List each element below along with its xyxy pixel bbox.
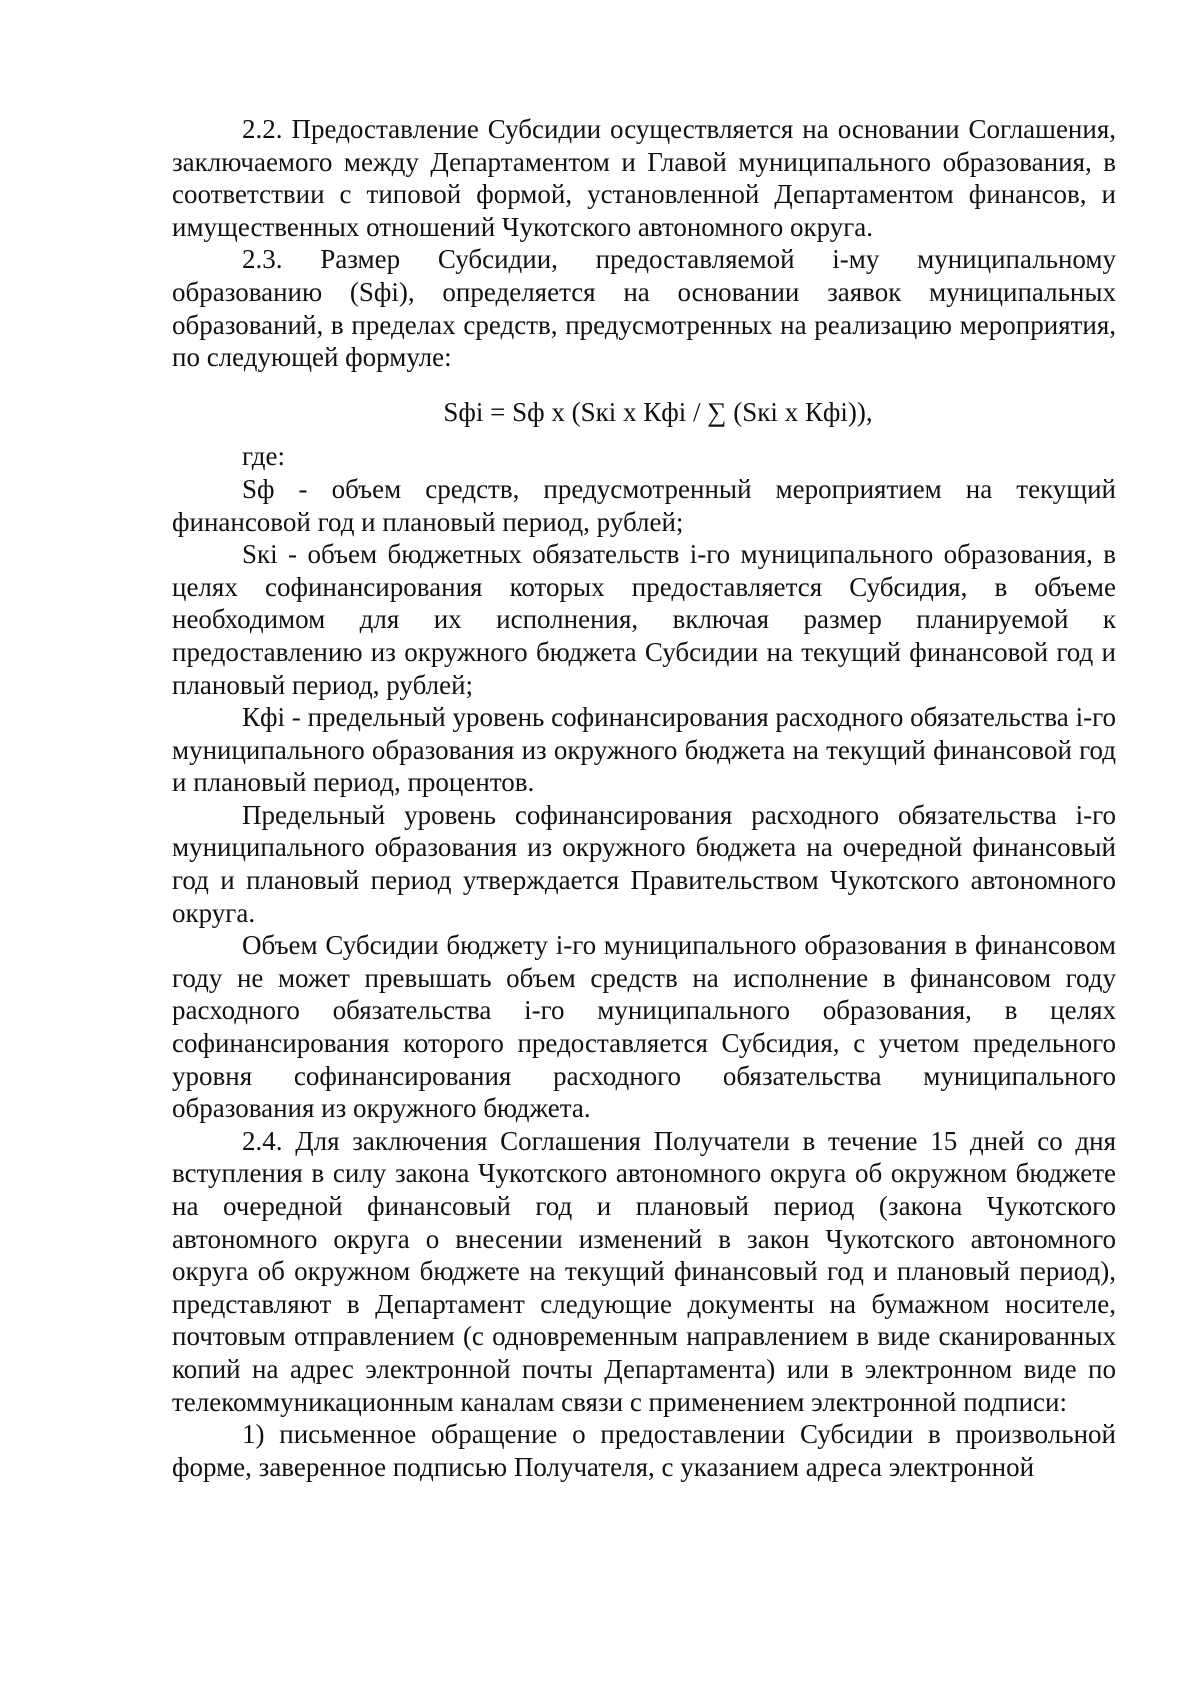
subsidy-formula: Sфi = Sф x (Sкi x Кфi / ∑ (Sкi x Кфi)), bbox=[443, 396, 873, 427]
definition-kfi: Кфi - предельный уровень софинансирования расходного обязательства i-го муниципального образования из окружного бюджета на текущий финансовой год и плановый период, процентов. bbox=[172, 702, 1116, 798]
paragraph-2-3: 2.3. Размер Субсидии, предоставляемой i-му муниципальному образованию (Sфi), определяется на основании заявок муниципальных образований, в пределах средств, предусмотренных на реализацию мероприятия, по следующей формуле: bbox=[172, 244, 1116, 373]
paragraph-2-2: 2.2. Предоставление Субсидии осуществляется на основании Соглашения, заключаемого между Департаментом и Главой муниципального образования, в соответствии с типовой формой, установленной Департаментом финансов, и имущественных отношений Чукотского автономного округа. bbox=[172, 114, 1116, 242]
paragraph-2-4: 2.4. Для заключения Соглашения Получатели в течение 15 дней со дня вступления в силу закона Чукотского автономного округа об окружном бюджете на очередной финансовый год и плановый период (закона Чукотского автономного округа о внесении изменений в закон Чукотского автономного округа об окружном бюджете на текущий финансовый год и плановый период), представляют в Департамент следующие документы на бумажном носителе, почтовым отправлением (с одновременным направлением в виде сканированных копий на адрес электронной почты Департамента) или в электронном виде по телекоммуникационным каналам связи с применением электронной подписи: bbox=[172, 1125, 1116, 1417]
document-body bbox=[172, 113, 1116, 1483]
definition-sf: Sф - объем средств, предусмотренный мероприятием на текущий финансовой год и плановый период, рублей; bbox=[172, 473, 1116, 537]
paragraph-subsidy-volume: Объем Субсидии бюджету i-го муниципального образования в финансовом году не может превышать объем средств на исполнение в финансовом году расходного обязательства i-го муниципального образования, в целях софинансирования которого предоставляется Субсидия, с учетом предельного уровня софинансирования расходного обязательства муниципального образования из окружного бюджета. bbox=[172, 930, 1116, 1124]
formula-where-label: где: bbox=[242, 441, 285, 472]
definition-ski: Sкi - объем бюджетных обязательств i-го муниципального образования, в целях софинансирования которых предоставляется Субсидия, в объеме необходимом для их исполнения, включая размер планируемой к предоставлению из окружного бюджета Субсидии на текущий финансовой год и плановый период, рублей; bbox=[172, 539, 1116, 700]
list-item-1: 1) письменное обращение о предоставлении Субсидии в произвольной форме, заверенное подписью Получателя, с указанием адреса электронной bbox=[172, 1419, 1116, 1482]
paragraph-limit-level: Предельный уровень софинансирования расходного обязательства i-го муниципального образования из окружного бюджета на очередной финансовый год и плановый период утверждается Правительством Чукотского автономного округа. bbox=[172, 799, 1116, 928]
